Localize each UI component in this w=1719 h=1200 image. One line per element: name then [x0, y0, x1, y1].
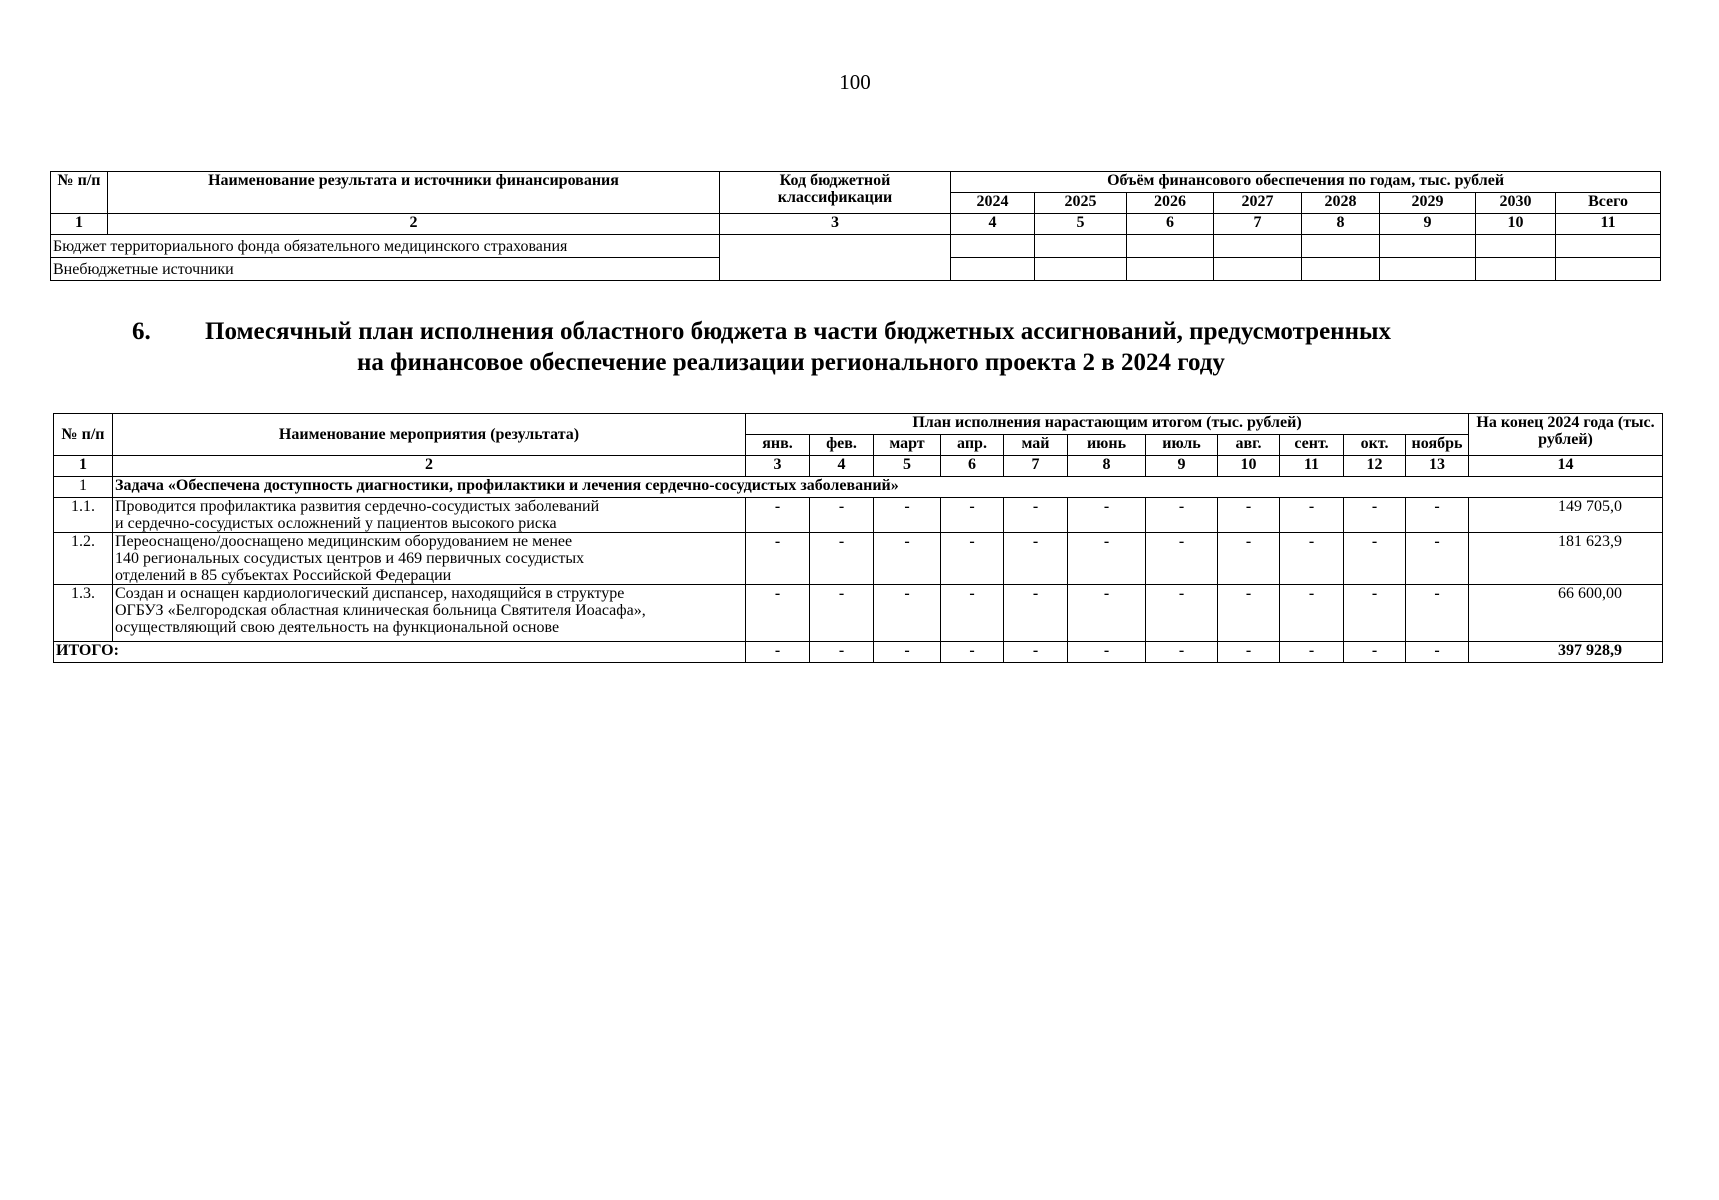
header-year: 2025 — [1035, 193, 1127, 214]
month-value: - — [1146, 533, 1218, 585]
section-title-line2: на финансовое обеспечение реализации регионального проекта 2 в 2024 году — [357, 349, 1225, 376]
month-value: - — [1280, 533, 1344, 585]
total-label: ИТОГО: — [54, 642, 746, 663]
total-row — [54, 642, 1663, 663]
column-numbers-row — [51, 214, 1661, 235]
month-value: - — [941, 642, 1004, 663]
month-value: - — [810, 585, 874, 642]
header-month: март — [874, 435, 941, 456]
task-text: Задача «Обеспечена доступность диагностики, профилактики и лечения сердечно-сосудистых заболеваний» — [113, 477, 1663, 498]
month-value: - — [874, 642, 941, 663]
header-year: 2028 — [1302, 193, 1380, 214]
month-value: - — [746, 533, 810, 585]
col-number: 3 — [720, 214, 951, 235]
header-month: авг. — [1218, 435, 1280, 456]
table-row — [51, 235, 1661, 258]
row-name-line: Переоснащено/дооснащено медицинским оборудованием не менее — [115, 533, 573, 550]
month-value: - — [1218, 642, 1280, 663]
col-number: 11 — [1280, 456, 1344, 477]
col-number: 14 — [1469, 456, 1663, 477]
month-value: - — [1344, 642, 1406, 663]
header-month: окт. — [1344, 435, 1406, 456]
month-value: - — [1004, 585, 1068, 642]
col-number: 6 — [941, 456, 1004, 477]
month-value: - — [1344, 498, 1406, 533]
col-number: 7 — [1004, 456, 1068, 477]
header-end: На конец 2024 года (тыс. рублей) — [1469, 414, 1663, 456]
header-num: № п/п — [54, 414, 113, 456]
col-number: 3 — [746, 456, 810, 477]
header-plan: План исполнения нарастающим итогом (тыс. рублей) — [746, 414, 1469, 435]
month-value: - — [941, 498, 1004, 533]
col-number: 6 — [1127, 214, 1214, 235]
month-value: - — [1406, 533, 1469, 585]
header-month: янв. — [746, 435, 810, 456]
row-name-line: отделений в 85 субъектах Российской Федерации — [115, 567, 452, 584]
table-row — [54, 533, 1663, 585]
grand-total: 397 928,9 — [1469, 642, 1663, 663]
month-value: - — [874, 585, 941, 642]
month-value: - — [941, 585, 1004, 642]
task-row — [54, 477, 1663, 498]
month-value: - — [746, 585, 810, 642]
table-row — [54, 498, 1663, 533]
page-number: 100 — [839, 70, 871, 94]
row-name — [113, 498, 746, 533]
row-name-line: 140 региональных сосудистых центров и 469 первичных сосудистых — [115, 550, 585, 567]
table-row — [54, 585, 1663, 642]
header-year: 2024 — [951, 193, 1035, 214]
header-month: май — [1004, 435, 1068, 456]
row-name-line: и сердечно-сосудистых осложнений у пациентов высокого риска — [115, 515, 557, 532]
section-title-line1: Помесячный план исполнения областного бюджета в части бюджетных ассигнований, предусмотренных — [205, 318, 1392, 345]
month-value: - — [1406, 642, 1469, 663]
col-number: 4 — [810, 456, 874, 477]
month-value: - — [941, 533, 1004, 585]
col-number: 4 — [951, 214, 1035, 235]
month-value: - — [810, 642, 874, 663]
header-month: апр. — [941, 435, 1004, 456]
month-value: - — [1004, 533, 1068, 585]
header-month: фев. — [810, 435, 874, 456]
month-value: - — [1004, 498, 1068, 533]
month-value: - — [1146, 642, 1218, 663]
col-number: 8 — [1302, 214, 1380, 235]
month-value: - — [1068, 533, 1146, 585]
source-name: Внебюджетные источники — [51, 258, 720, 281]
month-value: - — [1146, 498, 1218, 533]
row-num: 1.2. — [54, 533, 113, 585]
header-year: 2030 — [1476, 193, 1556, 214]
task-num: 1 — [54, 477, 113, 498]
row-total: 66 600,00 — [1469, 585, 1663, 642]
month-value: - — [1218, 585, 1280, 642]
month-value: - — [1068, 498, 1146, 533]
month-value: - — [1280, 642, 1344, 663]
header-month: сент. — [1280, 435, 1344, 456]
col-number: 5 — [874, 456, 941, 477]
month-value: - — [1344, 533, 1406, 585]
month-value: - — [1146, 585, 1218, 642]
col-number: 5 — [1035, 214, 1127, 235]
row-name — [113, 585, 746, 642]
month-value: - — [1068, 585, 1146, 642]
month-value: - — [1068, 642, 1146, 663]
col-number: 10 — [1476, 214, 1556, 235]
month-value: - — [1004, 642, 1068, 663]
code-cell — [720, 235, 951, 281]
month-value: - — [874, 533, 941, 585]
col-number: 9 — [1146, 456, 1218, 477]
col-number: 8 — [1068, 456, 1146, 477]
header-volume: Объём финансового обеспечения по годам, тыс. рублей — [951, 172, 1661, 193]
col-number: 9 — [1380, 214, 1476, 235]
month-value: - — [1280, 498, 1344, 533]
row-name-line: осуществляющий свою деятельность на функциональной основе — [115, 619, 560, 636]
col-number: 2 — [108, 214, 720, 235]
header-month: июнь — [1068, 435, 1146, 456]
row-total: 149 705,0 — [1469, 498, 1663, 533]
financing-table — [50, 171, 1661, 281]
source-name: Бюджет территориального фонда обязательного медицинского страхования — [51, 235, 720, 258]
col-number: 1 — [51, 214, 108, 235]
month-value: - — [1406, 585, 1469, 642]
header-total: Всего — [1556, 193, 1661, 214]
col-number: 11 — [1556, 214, 1661, 235]
header-month: июль — [1146, 435, 1218, 456]
col-number: 2 — [113, 456, 746, 477]
column-numbers-row — [54, 456, 1663, 477]
month-value: - — [1344, 585, 1406, 642]
header-year: 2027 — [1214, 193, 1302, 214]
col-number: 12 — [1344, 456, 1406, 477]
header-month: ноябрь — [1406, 435, 1469, 456]
header-name: Наименование мероприятия (результата) — [113, 414, 746, 456]
month-value: - — [746, 642, 810, 663]
col-number: 7 — [1214, 214, 1302, 235]
month-value: - — [810, 498, 874, 533]
row-name-line: Создан и оснащен кардиологический диспансер, находящийся в структуре — [115, 585, 625, 602]
header-name: Наименование результата и источники финансирования — [108, 172, 720, 214]
month-value: - — [1218, 498, 1280, 533]
month-value: - — [810, 533, 874, 585]
monthly-plan-table — [53, 413, 1663, 663]
month-value: - — [874, 498, 941, 533]
header-num: № п/п — [51, 172, 108, 214]
row-total: 181 623,9 — [1469, 533, 1663, 585]
month-value: - — [746, 498, 810, 533]
row-name — [113, 533, 746, 585]
row-name-line: ОГБУЗ «Белгородская областная клиническая больница Святителя Иоасафа», — [115, 602, 646, 619]
header-year: 2029 — [1380, 193, 1476, 214]
col-number: 10 — [1218, 456, 1280, 477]
section-number: 6. — [132, 318, 151, 345]
month-value: - — [1406, 498, 1469, 533]
month-value: - — [1218, 533, 1280, 585]
header-code: Код бюджетной классификации — [720, 172, 951, 214]
row-name-line: Проводится профилактика развития сердечно-сосудистых заболеваний — [115, 498, 600, 515]
header-year: 2026 — [1127, 193, 1214, 214]
row-num: 1.3. — [54, 585, 113, 642]
month-value: - — [1280, 585, 1344, 642]
row-num: 1.1. — [54, 498, 113, 533]
col-number: 13 — [1406, 456, 1469, 477]
col-number: 1 — [54, 456, 113, 477]
